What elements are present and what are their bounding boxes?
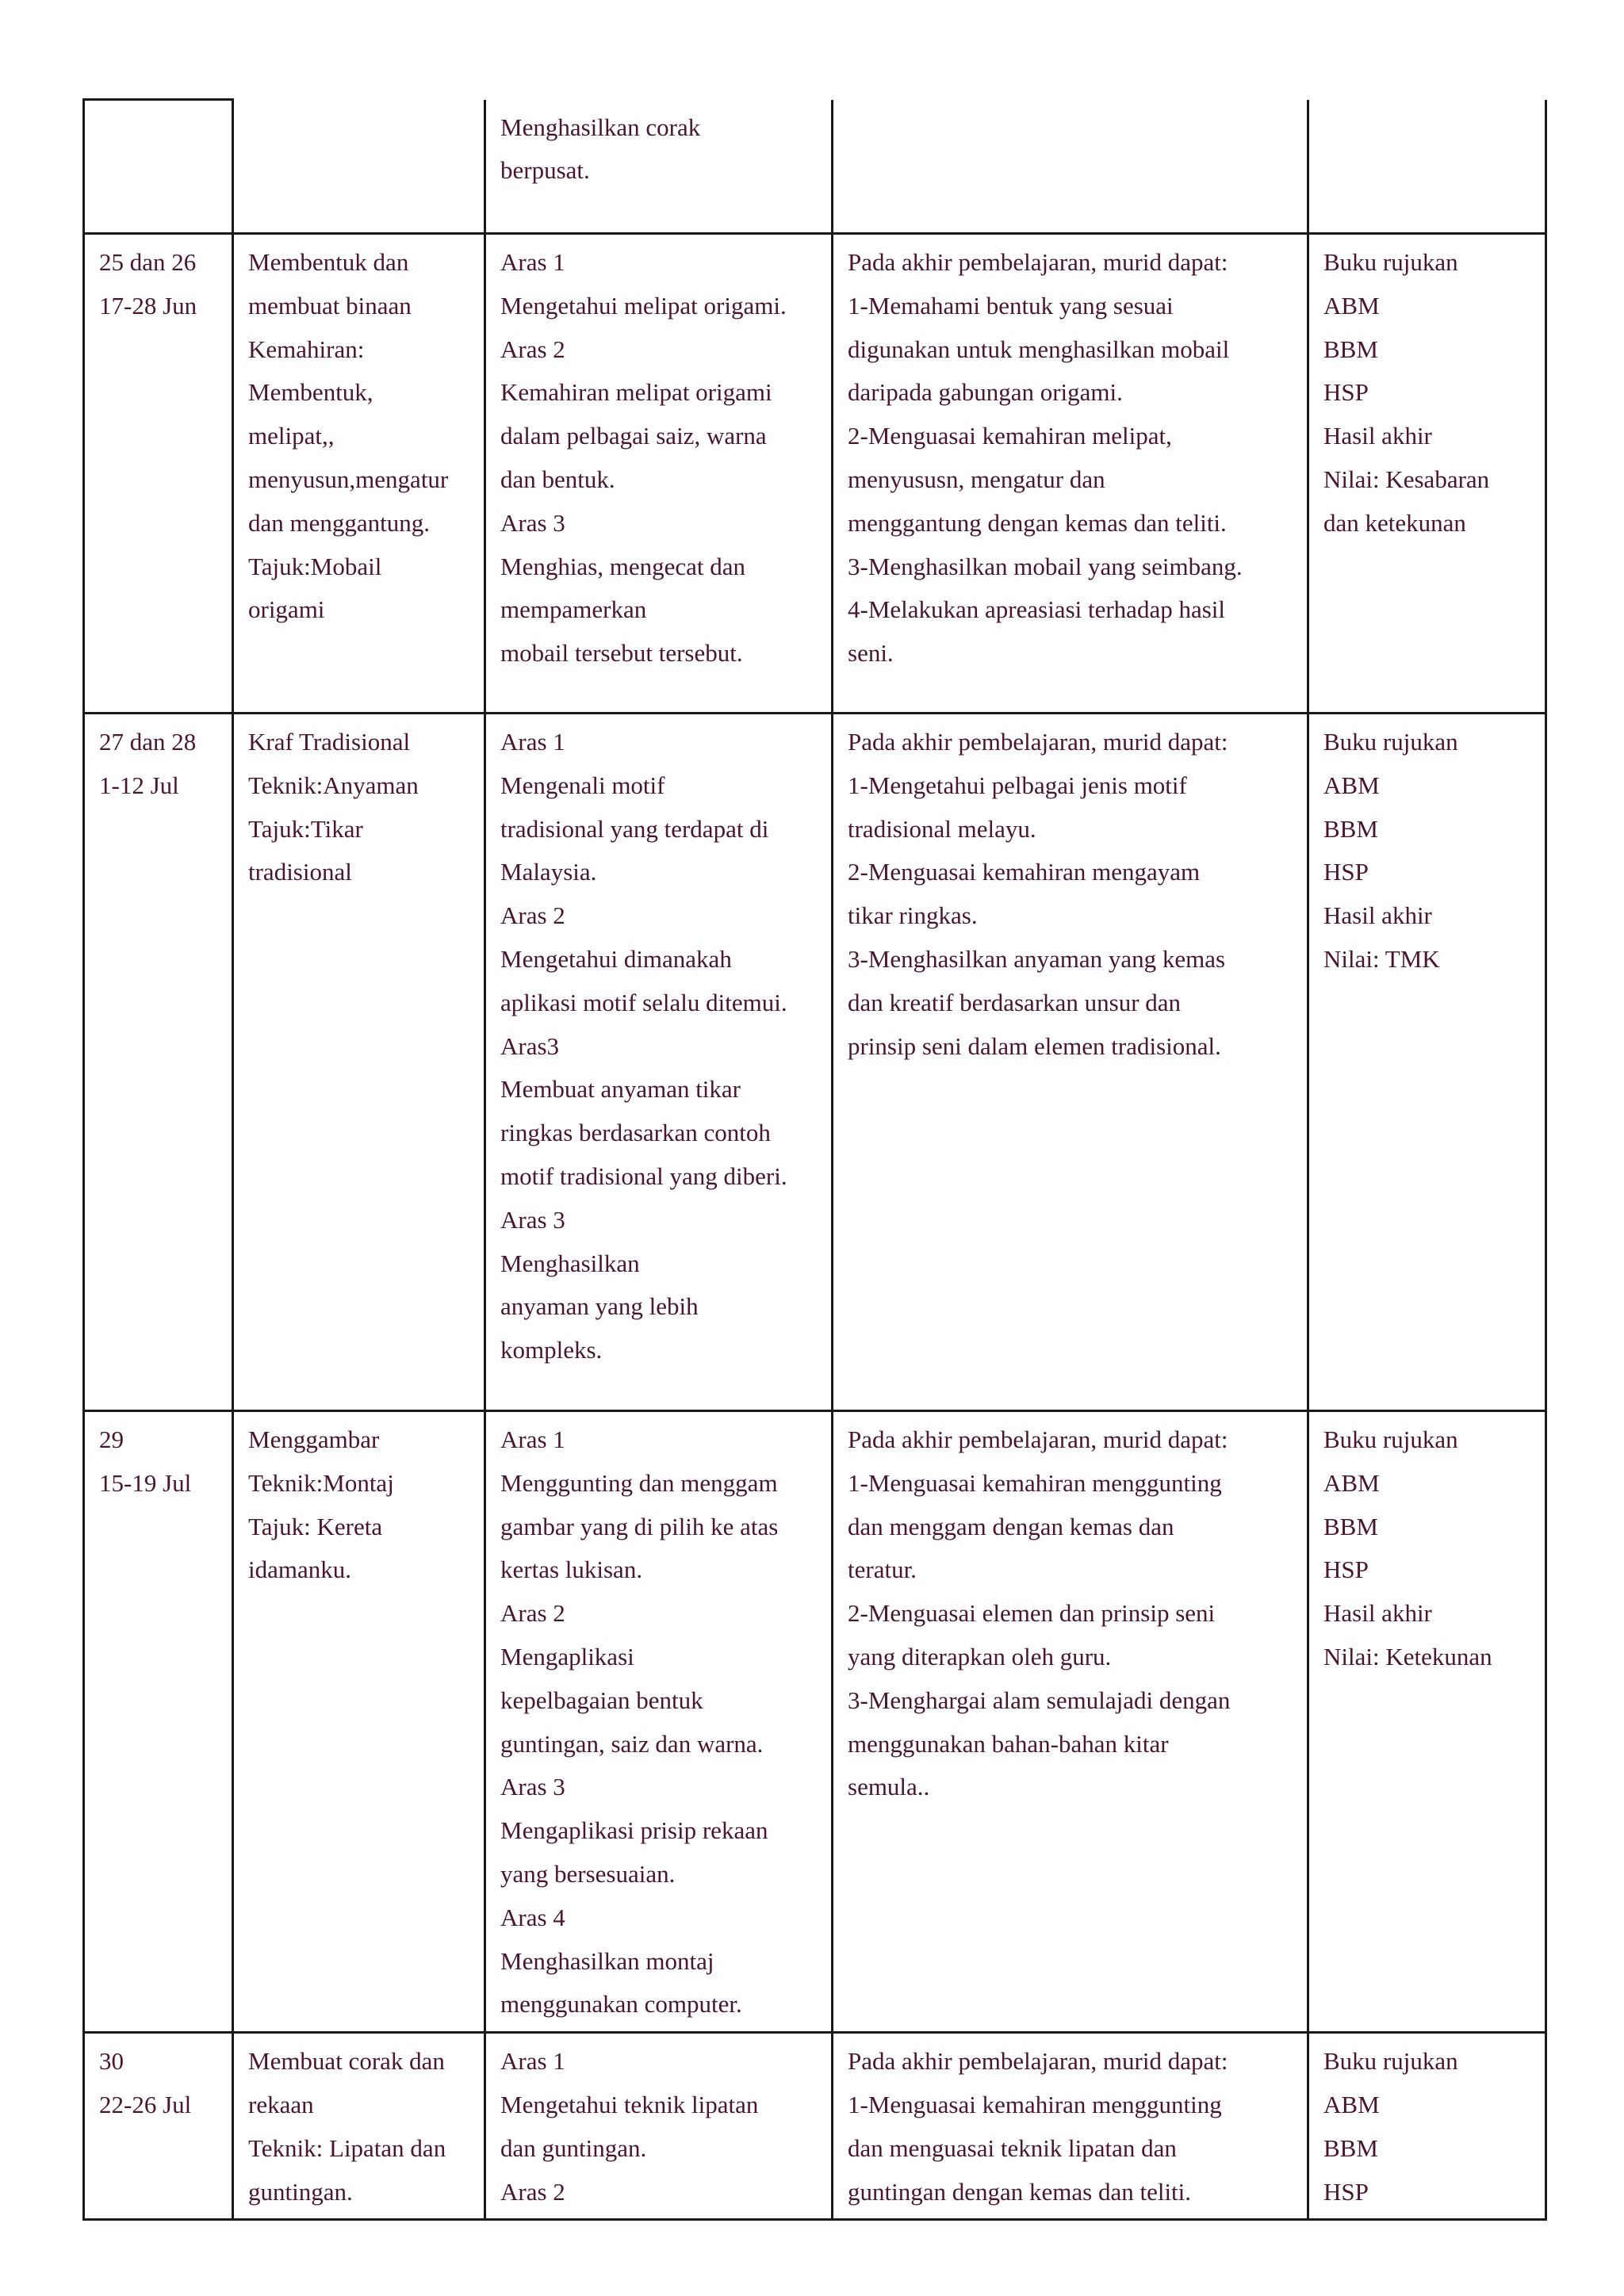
cell-text-line: teratur.	[848, 1556, 917, 1584]
cell-text-line: kertas lukisan.	[500, 1556, 643, 1584]
cell-text-line: menggantung dengan kemas dan teliti.	[848, 508, 1227, 537]
cell-text-line: prinsip seni dalam elemen tradisional.	[848, 1031, 1221, 1060]
cell-text-line: Buku rujukan	[1323, 248, 1458, 276]
cell-text-line: 1-Mengetahui pelbagai jenis motif	[848, 771, 1187, 799]
cell-text-line: mempamerkan	[500, 595, 647, 624]
cell-text-line: BBM	[1323, 814, 1378, 843]
cell-text-line: Hasil akhir	[1323, 1599, 1432, 1628]
week-cell	[84, 234, 233, 714]
cell-text-line: Menghasilkan	[500, 1249, 640, 1277]
resources-cell	[1308, 100, 1546, 234]
objectives-cell	[833, 100, 1308, 234]
cell-text-line: dan guntingan.	[500, 2133, 647, 2162]
cell-text-line: guntingan.	[248, 2177, 353, 2206]
cell-text-line: dan kreatif berdasarkan unsur dan	[848, 988, 1182, 1016]
cell-text-line: dan bentuk.	[500, 465, 615, 493]
cell-text-line: idamanku.	[248, 1556, 351, 1584]
cell-text-line: 15-19 Jul	[99, 1468, 192, 1497]
cell-text-line: Aras 1	[500, 728, 565, 756]
cell-text-line: 1-Menguasai kemahiran menggunting	[848, 2090, 1222, 2118]
week-cell	[84, 100, 233, 234]
objectives-cell	[833, 2033, 1308, 2220]
cell-text-line: 1-Memahami bentuk yang sesuai	[848, 291, 1174, 320]
week-cell	[84, 714, 233, 1411]
table-row	[84, 1411, 1546, 2033]
cell-text-line: 29	[99, 1425, 124, 1453]
cell-text-line: Membentuk dan	[248, 248, 409, 276]
cell-text-line: Menghasilkan corak	[500, 113, 701, 141]
cell-text-line: ABM	[1323, 2090, 1380, 2118]
cell-text-line: guntingan dengan kemas dan teliti.	[848, 2177, 1192, 2206]
resources-cell	[1308, 2033, 1546, 2220]
cell-text-line: Pada akhir pembelajaran, murid dapat:	[848, 1425, 1228, 1453]
cell-text-line: motif tradisional yang diberi.	[500, 1161, 787, 1190]
cell-text-line: 17-28 Jun	[99, 291, 197, 320]
lesson-plan-body	[84, 100, 1546, 2220]
cell-text-line: BBM	[1323, 2133, 1378, 2162]
cell-text-line: 25 dan 26	[99, 248, 197, 276]
cell-text-line: Aras 2	[500, 335, 565, 363]
cell-text-line: Membentuk,	[248, 378, 373, 407]
cell-text-line: Mengetahui teknik lipatan	[500, 2090, 759, 2118]
cell-text-line: menggunakan computer.	[500, 1990, 742, 2019]
cell-text-line: berpusat.	[500, 156, 590, 185]
cell-text-line: Aras 3	[500, 508, 565, 537]
cell-text-line: Hasil akhir	[1323, 901, 1432, 930]
cell-text-line: 3-Menghasilkan mobail yang seimbang.	[848, 552, 1243, 580]
cell-text-line: Pada akhir pembelajaran, murid dapat:	[848, 248, 1228, 276]
cell-text-line: 1-12 Jul	[99, 771, 179, 799]
table-row	[84, 2033, 1546, 2220]
cell-text-line: 22-26 Jul	[99, 2090, 192, 2118]
cell-text-line: Mengenali motif	[500, 771, 665, 799]
cell-text-line: digunakan untuk menghasilkan mobail	[848, 335, 1230, 363]
cell-text-line: Aras 3	[500, 1773, 565, 1801]
cell-text-line: 2-Menguasai kemahiran mengayam	[848, 858, 1201, 886]
cell-text-line: Menghias, mengecat dan	[500, 552, 746, 580]
cell-text-line: gambar yang di pilih ke atas	[500, 1512, 779, 1540]
cell-text-line: Tajuk:Mobail	[248, 552, 382, 580]
cell-text-line: Hasil akhir	[1323, 422, 1432, 450]
cell-text-line: Aras 3	[500, 1205, 565, 1234]
cell-text-line: 1-Menguasai kemahiran menggunting	[848, 1468, 1222, 1497]
cell-text-line: Membuat anyaman tikar	[500, 1075, 741, 1104]
levels-cell	[485, 1411, 833, 2033]
cell-text-line: membuat binaan	[248, 291, 412, 320]
cell-text-line: 4-Melakukan apreasiasi terhadap hasil	[848, 595, 1226, 624]
cell-text-line: Teknik:Montaj	[248, 1468, 394, 1497]
cell-text-line: Aras 2	[500, 1599, 565, 1628]
cell-text-line: dan menguasai teknik lipatan dan	[848, 2133, 1177, 2162]
cell-text-line: Aras 2	[500, 2177, 565, 2206]
cell-text-line: Malaysia.	[500, 858, 597, 886]
cell-text-line: 27 dan 28	[99, 728, 197, 756]
cell-text-line: BBM	[1323, 1512, 1378, 1540]
cell-text-line: Aras 4	[500, 1903, 565, 1931]
cell-text-line: aplikasi motif selalu ditemui.	[500, 988, 787, 1016]
cell-text-line: Mengetahui dimanakah	[500, 944, 732, 973]
cell-text-line: 30	[99, 2047, 124, 2076]
table-row	[84, 714, 1546, 1411]
cell-text-line: Tajuk: Kereta	[248, 1512, 383, 1540]
levels-cell	[485, 100, 833, 234]
topic-cell	[233, 714, 485, 1411]
topic-cell	[233, 1411, 485, 2033]
cell-text-line: Pada akhir pembelajaran, murid dapat:	[848, 728, 1228, 756]
cell-text-line: Kemahiran melipat origami	[500, 378, 772, 407]
cell-text-line: BBM	[1323, 335, 1378, 363]
levels-cell	[485, 234, 833, 714]
cell-text-line: ABM	[1323, 291, 1380, 320]
cell-text-line: Menghasilkan montaj	[500, 1946, 714, 1975]
cell-text-line: Buku rujukan	[1323, 1425, 1458, 1453]
cell-text-line: Nilai: Ketekunan	[1323, 1642, 1492, 1670]
cell-text-line: 2-Menguasai elemen dan prinsip seni	[848, 1599, 1216, 1628]
cell-text-line: HSP	[1323, 858, 1369, 886]
cell-text-line: Teknik: Lipatan dan	[248, 2133, 446, 2162]
cell-text-line: 2-Menguasai kemahiran melipat,	[848, 422, 1172, 450]
cell-text-line: ABM	[1323, 771, 1380, 799]
cell-text-line: Buku rujukan	[1323, 2047, 1458, 2076]
cell-text-line: Buku rujukan	[1323, 728, 1458, 756]
cell-text-line: dan ketekunan	[1323, 508, 1466, 537]
cell-text-line: Pada akhir pembelajaran, murid dapat:	[848, 2047, 1228, 2076]
cell-text-line: mobail tersebut tersebut.	[500, 639, 743, 668]
cell-text-line: ABM	[1323, 1468, 1380, 1497]
cell-text-line: HSP	[1323, 1556, 1369, 1584]
cell-text-line: ringkas berdasarkan contoh	[500, 1119, 771, 1147]
lesson-plan-table	[82, 98, 1547, 2221]
cell-text-line: Nilai: TMK	[1323, 944, 1440, 973]
objectives-cell	[833, 234, 1308, 714]
cell-text-line: kepelbagaian bentuk	[500, 1686, 703, 1714]
cell-text-line: Membuat corak dan	[248, 2047, 445, 2076]
cell-text-line: tradisional	[248, 858, 352, 886]
cell-text-line: Tajuk:Tikar	[248, 814, 363, 843]
cell-text-line: Kraf Tradisional	[248, 728, 411, 756]
cell-text-line: origami	[248, 595, 325, 624]
cell-text-line: HSP	[1323, 2177, 1369, 2206]
levels-cell	[485, 714, 833, 1411]
resources-cell	[1308, 714, 1546, 1411]
cell-text-line: semula..	[848, 1773, 930, 1801]
cell-text-line: guntingan, saiz dan warna.	[500, 1729, 764, 1758]
cell-text-line: rekaan	[248, 2090, 314, 2118]
topic-cell	[233, 234, 485, 714]
cell-text-line: Mengetahui melipat origami.	[500, 291, 787, 320]
cell-text-line: kompleks.	[500, 1336, 603, 1364]
cell-text-line: Nilai: Kesabaran	[1323, 465, 1490, 493]
topic-cell	[233, 2033, 485, 2220]
cell-text-line: dan menggam dengan kemas dan	[848, 1512, 1174, 1540]
cell-text-line: menyusun,mengatur	[248, 465, 449, 493]
cell-text-line: Mengaplikasi prisip rekaan	[500, 1816, 768, 1845]
cell-text-line: menggunakan bahan-bahan kitar	[848, 1729, 1169, 1758]
cell-text-line: Aras 1	[500, 1425, 565, 1453]
cell-text-line: dalam pelbagai saiz, warna	[500, 422, 767, 450]
cell-text-line: tradisional yang terdapat di	[500, 814, 769, 843]
cell-text-line: Teknik:Anyaman	[248, 771, 419, 799]
resources-cell	[1308, 1411, 1546, 2033]
cell-text-line: 3-Menghasilkan anyaman yang kemas	[848, 944, 1226, 973]
week-cell	[84, 2033, 233, 2220]
cell-text-line: dan menggantung.	[248, 508, 431, 537]
cell-text-line: melipat,,	[248, 422, 335, 450]
cell-text-line: Menggunting dan menggam	[500, 1468, 778, 1497]
objectives-cell	[833, 714, 1308, 1411]
cell-text-line: tradisional melayu.	[848, 814, 1036, 843]
cell-text-line: HSP	[1323, 378, 1369, 407]
cell-text-line: Kemahiran:	[248, 335, 365, 363]
levels-cell	[485, 2033, 833, 2220]
resources-cell	[1308, 234, 1546, 714]
cell-text-line: 3-Menghargai alam semulajadi dengan	[848, 1686, 1231, 1714]
cell-text-line: anyaman yang lebih	[500, 1292, 699, 1321]
table-row	[84, 100, 1546, 234]
cell-text-line: menyususn, mengatur dan	[848, 465, 1105, 493]
objectives-cell	[833, 1411, 1308, 2033]
cell-text-line: daripada gabungan origami.	[848, 378, 1123, 407]
cell-text-line: Aras 2	[500, 901, 565, 930]
week-cell	[84, 1411, 233, 2033]
table-row	[84, 234, 1546, 714]
cell-text-line: yang diterapkan oleh guru.	[848, 1642, 1112, 1670]
cell-text-line: Aras 1	[500, 248, 565, 276]
cell-text-line: Menggambar	[248, 1425, 380, 1453]
topic-cell	[233, 100, 485, 234]
cell-text-line: Aras 1	[500, 2047, 565, 2076]
cell-text-line: tikar ringkas.	[848, 901, 978, 930]
cell-text-line: Mengaplikasi	[500, 1642, 634, 1670]
cell-text-line: Aras3	[500, 1031, 560, 1060]
cell-text-line: yang bersesuaian.	[500, 1859, 676, 1888]
cell-text-line: seni.	[848, 639, 894, 668]
